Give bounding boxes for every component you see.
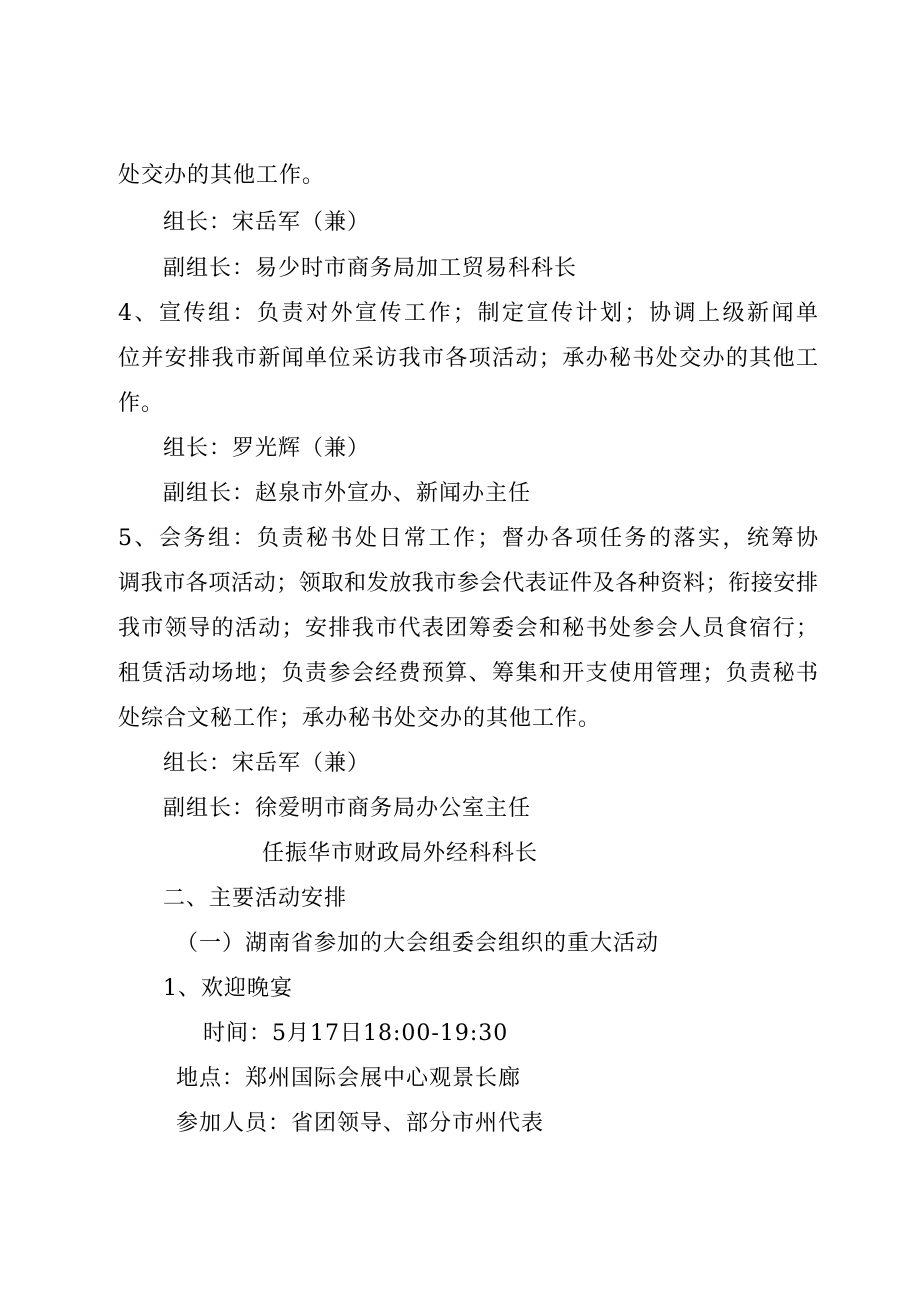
publicity-group-leader: 组长：罗光辉（兼） [163,436,371,461]
conference-group-line-1: 5、会务组：负责秘书处日常工作；督办各项任务的落实，统筹协 [118,526,818,551]
conference-group-line-4: 租赁活动场地；负责参会经费预算、筹集和开支使用管理；负责秘书 [118,661,818,686]
item-welcome-banquet: 1、欢迎晚宴 [163,976,293,1001]
banquet-time: 时间：5月17日18:00-19:30 [203,1021,509,1046]
group3-deputy-leader: 副组长：易少时市商务局加工贸易科科长 [163,256,578,281]
section-heading-main-activities: 二、主要活动安排 [163,886,348,911]
subsection-heading-major-events: （一）湖南省参加的大会组委会组织的重大活动 [176,931,660,956]
publicity-group-deputy-leader: 副组长：赵泉市外宣办、新闻办主任 [163,481,532,506]
publicity-group-line-1: 4、宣传组：负责对外宣传工作；制定宣传计划；协调上级新闻单 [118,301,818,326]
conference-group-leader: 组长：宋岳军（兼） [163,751,371,776]
conference-group-deputy-leader-1: 副组长：徐爱明市商务局办公室主任 [163,796,532,821]
conference-group-deputy-leader-2: 任振华市财政局外经科科长 [262,841,539,866]
conference-group-line-3: 我市领导的活动；安排我市代表团筹委会和秘书处参会人员食宿行； [118,616,818,641]
banquet-location: 地点：郑州国际会展中心观景长廊 [176,1066,522,1091]
conference-group-line-2: 调我市各项活动；领取和发放我市参会代表证件及各种资料；衔接安排 [118,571,818,596]
paragraph-continuation: 处交办的其他工作。 [118,163,326,188]
banquet-attendees: 参加人员：省团领导、部分市州代表 [176,1111,545,1136]
group3-leader: 组长：宋岳军（兼） [163,210,371,235]
conference-group-line-5: 处综合文秘工作；承办秘书处交办的其他工作。 [118,706,602,731]
publicity-group-line-2: 位并安排我市新闻单位采访我市各项活动；承办秘书处交办的其他工 [118,346,818,371]
publicity-group-line-3: 作。 [118,391,165,416]
